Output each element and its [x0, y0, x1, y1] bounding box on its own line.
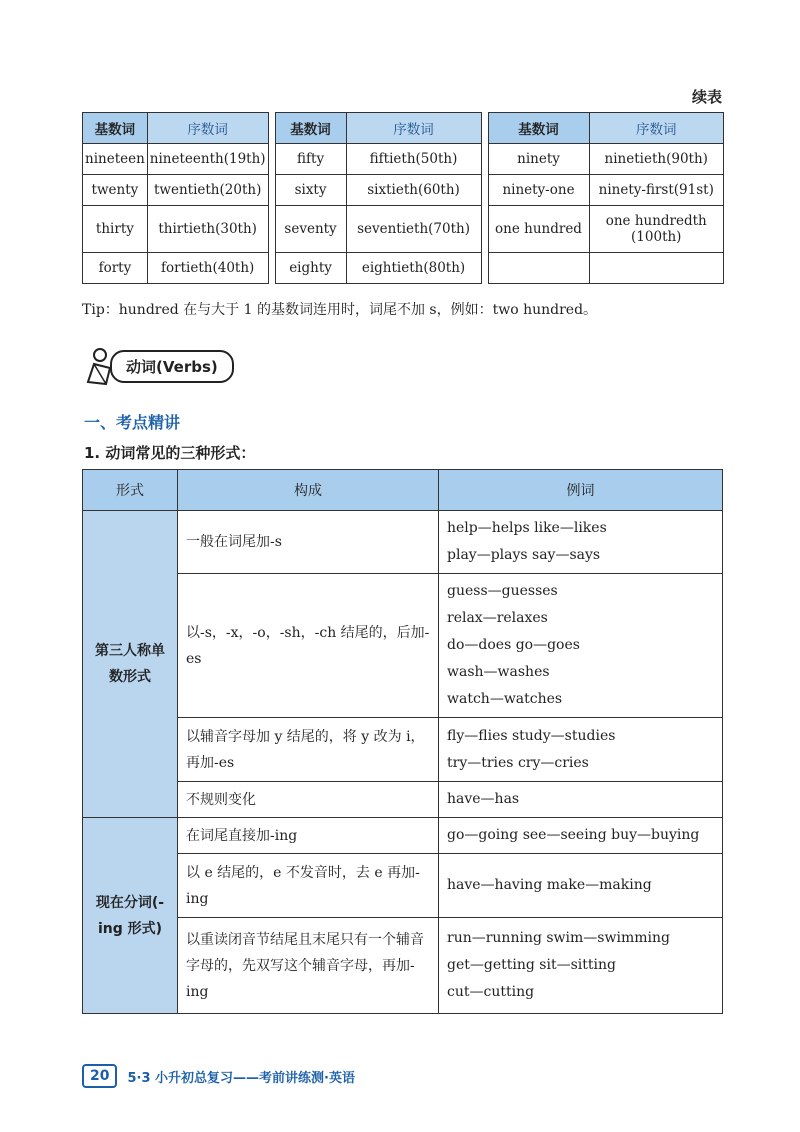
section-header: [80, 346, 234, 386]
col-header-rule: 构成: [178, 470, 439, 511]
cardinal-cell: [488, 253, 589, 284]
col-header-form: 形式: [83, 470, 178, 511]
cardinal-cell: sixty: [275, 175, 346, 206]
page-footer: [82, 1064, 355, 1088]
col-header-example: 例词: [439, 470, 723, 511]
example-cell: [439, 918, 723, 1014]
cardinal-cell: ninety-one: [488, 175, 589, 206]
cardinal-cell: nineteen: [83, 144, 148, 175]
form-label: 第三人称单数形式: [95, 643, 165, 685]
ordinal-cell: seventieth(70th): [346, 206, 481, 253]
cardinal-cell: twenty: [83, 175, 148, 206]
ordinal-cell: thirtieth(30th): [147, 206, 268, 253]
ordinal-cell: eightieth(80th): [346, 253, 481, 284]
example-line: play—plays say—says: [447, 547, 601, 563]
example-line: get—getting sit—sitting: [447, 957, 616, 973]
example-cell: [439, 782, 723, 818]
cardinal-cell: ninety: [488, 144, 589, 175]
example-line: watch—watches: [447, 691, 563, 707]
ordinal-number-tables: [82, 112, 724, 284]
page-number: 20: [82, 1064, 117, 1088]
ordinal-cell: one hundredth (100th): [589, 206, 724, 253]
rule-cell: 一般在词尾加-s: [178, 511, 439, 574]
ordinal-cell: ninety-first(91st): [589, 175, 724, 206]
header-cardinal: 基数词: [83, 113, 148, 144]
cardinal-cell: fifty: [275, 144, 346, 175]
heading-verb-forms: 1. 动词常见的三种形式：: [84, 444, 256, 462]
rule-cell: 不规则变化: [178, 782, 439, 818]
example-cell: [439, 718, 723, 782]
tip-text: Tip：hundred 在与大于 1 的基数词连用时，词尾不加 s，例如：two hundred。: [82, 302, 598, 318]
example-line: guess—guesses: [447, 583, 558, 599]
header-cardinal: 基数词: [488, 113, 589, 144]
cardinal-cell: seventy: [275, 206, 346, 253]
cardinal-cell: one hundred: [488, 206, 589, 253]
rule-cell: 以 e 结尾的，e 不发音时，去 e 再加-ing: [178, 854, 439, 918]
number-table-2: [275, 112, 482, 284]
footer-title: 5·3 小升初总复习——考前讲练测·英语: [127, 1070, 355, 1086]
form-present-participle: [83, 818, 178, 1014]
example-line: cut—cutting: [447, 984, 535, 1000]
header-cardinal: 基数词: [275, 113, 346, 144]
cardinal-cell: eighty: [275, 253, 346, 284]
header-ordinal: 序数词: [589, 113, 724, 144]
example-cell: [439, 818, 723, 854]
example-line: run—running swim—swimming: [447, 930, 670, 946]
form-third-person: [83, 511, 178, 818]
number-table-1: [82, 112, 269, 284]
cardinal-cell: thirty: [83, 206, 148, 253]
example-line: go—going see—seeing buy—buying: [447, 827, 700, 843]
verb-forms-table: [82, 469, 723, 1014]
ordinal-cell: nineteenth(19th): [147, 144, 268, 175]
ordinal-cell: twentieth(20th): [147, 175, 268, 206]
ordinal-cell: fiftieth(50th): [346, 144, 481, 175]
example-line: do—does go—goes: [447, 637, 580, 653]
example-cell: [439, 854, 723, 918]
example-line: relax—relaxes: [447, 610, 548, 626]
form-label: 现在分词(-ing 形式): [95, 894, 165, 937]
ordinal-cell: fortieth(40th): [147, 253, 268, 284]
header-ordinal: 序数词: [147, 113, 268, 144]
number-table-3: [488, 112, 725, 284]
ordinal-cell: sixtieth(60th): [346, 175, 481, 206]
section-title: 动词(Verbs): [110, 350, 234, 383]
heading-key-points: 一、考点精讲: [84, 413, 181, 432]
example-line: wash—washes: [447, 664, 550, 680]
example-line: fly—flies study—studies: [447, 727, 616, 744]
example-line: help—helps like—likes: [447, 520, 607, 536]
example-cell: [439, 574, 723, 718]
example-line: have—having make—making: [447, 877, 652, 893]
cardinal-cell: forty: [83, 253, 148, 284]
ordinal-cell: ninetieth(90th): [589, 144, 724, 175]
rule-cell: 以辅音字母加 y 结尾的，将 y 改为 i，再加-es: [178, 718, 439, 782]
example-cell: [439, 511, 723, 574]
rule-cell: 以重读闭音节结尾且末尾只有一个辅音字母的，先双写这个辅音字母，再加-ing: [178, 918, 439, 1014]
example-line: try—tries cry—cries: [447, 754, 589, 771]
header-ordinal: 序数词: [346, 113, 481, 144]
rule-cell: 以-s，-x，-o，-sh，-ch 结尾的，后加-es: [178, 574, 439, 718]
rule-cell: 在词尾直接加-ing: [178, 818, 439, 854]
example-line: have—has: [447, 791, 520, 807]
ordinal-cell: [589, 253, 724, 284]
continued-label: 续表: [691, 88, 722, 106]
